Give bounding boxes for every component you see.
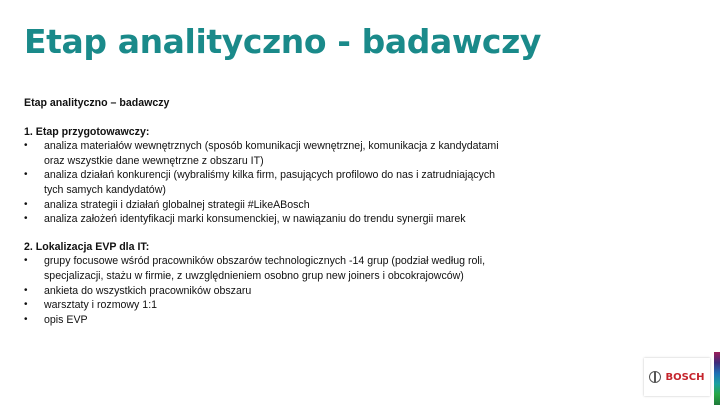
bullet-icon: • — [24, 284, 28, 296]
bullet-list — [24, 139, 504, 227]
bosch-logo — [644, 358, 710, 396]
bullet-list — [24, 254, 504, 327]
list-item: • ankieta do wszystkich pracowników obszaru — [24, 284, 252, 297]
section-heading: 2. Lokalizacja EVP dla IT: — [24, 240, 150, 253]
bullet-icon: • — [24, 169, 28, 181]
logo-text: BOSCH — [665, 371, 705, 383]
list-item: • analiza działań konkurencji (wybraliśmy kilka firm, pasujących profilowo do nas i zatrudniających tych samych kandydatów) — [24, 169, 496, 196]
list-item: • warsztaty i rozmowy 1:1 — [24, 299, 158, 312]
slide-title: Etap analityczno - badawczy — [24, 22, 541, 61]
section-heading: 1. Etap przygotowawczy: — [24, 125, 150, 138]
bosch-armature-icon — [649, 371, 661, 383]
bullet-icon: • — [24, 213, 28, 225]
section-preparatory — [24, 125, 504, 227]
bullet-icon: • — [24, 198, 28, 210]
bullet-icon: • — [24, 299, 28, 311]
slide-content — [24, 96, 504, 340]
bullet-icon: • — [24, 255, 28, 267]
bullet-icon: • — [24, 313, 28, 325]
list-item: • analiza założeń identyfikacji marki konsumenckiej, w nawiązaniu do trendu synergii marek — [24, 213, 466, 226]
bullet-icon: • — [24, 140, 28, 152]
brand-color-stripe — [714, 352, 720, 405]
list-item: • analiza strategii i działań globalnej strategii #LikeABosch — [24, 198, 310, 211]
list-item: • grupy focusowe wśród pracowników obszarów technologicznych -14 grup (podział według roli, specjalizacji, stażu w firmie, z uwzględnieniem osobno grup new joiners i obcokrajowców) — [24, 255, 486, 282]
list-item: • analiza materiałów wewnętrznych (sposób komunikacji wewnętrznej, komunikacja z kandydatami oraz wszystkie dane wewnętrzne z obszaru IT) — [24, 140, 499, 167]
content-subheading: Etap analityczno – badawczy — [24, 97, 170, 109]
section-evp-localization — [24, 240, 504, 328]
list-item: • opis EVP — [24, 313, 88, 326]
